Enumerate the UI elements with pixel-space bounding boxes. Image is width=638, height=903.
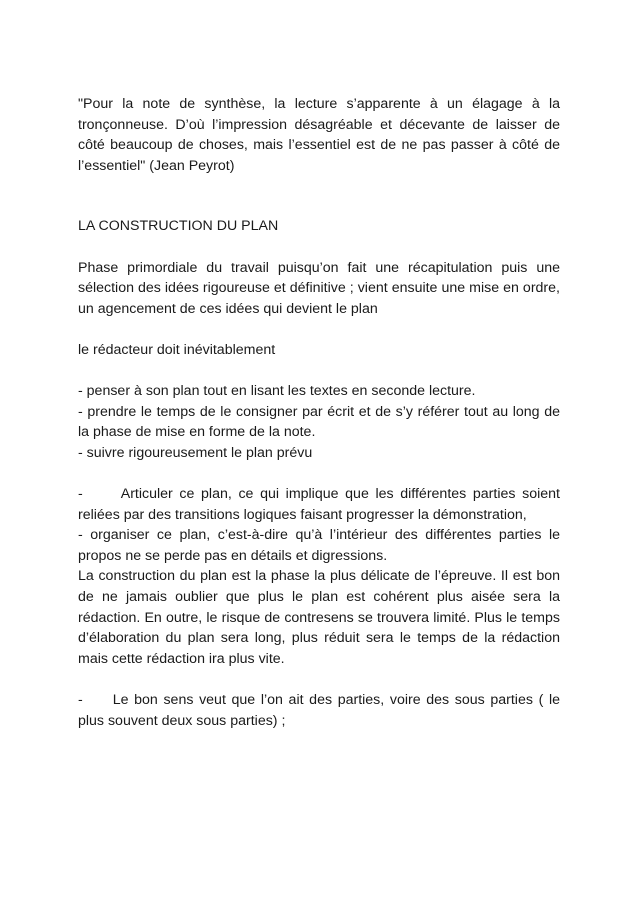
articuler-text: Articuler ce plan, ce qui implique que les différentes parties soient reliées par des transitions logiques faisant progresser la démonstration, (78, 486, 560, 523)
spacer (78, 669, 560, 690)
organiser-paragraph: - organiser ce plan, c’est-à-dire qu’à l’intérieur des différentes parties le propos ne se perde pas en détails et digressions. (78, 527, 560, 564)
lead-line: le rédacteur doit inévitablement (78, 341, 276, 358)
spacer (78, 464, 560, 485)
bullet-item: - prendre le temps de le consigner par écrit et de s’y référer tout au long de la phase de mise en forme de la note. (78, 403, 560, 441)
spacer (78, 237, 560, 258)
spacer (78, 176, 560, 216)
articuler-paragraph (78, 484, 560, 525)
spacer (78, 361, 560, 382)
intro-paragraph: Phase primordiale du travail puisqu’on fait une récapitulation puis une sélection des idées rigoureuse et définitive ; vient ensuite une mise en ordre, un agencement de ces idées qui devient le plan (78, 259, 560, 317)
spacer (78, 319, 560, 340)
document-page (78, 94, 560, 731)
bon-sens-text: Le bon sens veut que l’on ait des parties, voire des sous parties ( le plus souvent deux sous parties) ; (78, 692, 560, 729)
section-heading: LA CONSTRUCTION DU PLAN (78, 218, 279, 235)
bullet-item: - suivre rigoureusement le plan prévu (78, 444, 313, 461)
quote-paragraph: "Pour la note de synthèse, la lecture s’apparente à un élagage à la tronçonneuse. D’où l’impression désagréable et décevante de laisser de côté beaucoup de choses, mais l’essentiel est de ne pas passer à côté de l’essentiel" (Jean Peyrot) (78, 96, 560, 174)
bullet-item: - penser à son plan tout en lisant les textes en seconde lecture. (78, 383, 476, 400)
construction-paragraph: La construction du plan est la phase la plus délicate de l’épreuve. Il est bon de ne jamais oublier que plus le plan est cohérent plus aisée sera la rédaction. En outre, le risque de contresens se trouvera limité. Plus le temps d’élaboration du plan sera long, plus réduit sera le temps de la rédaction mais cette rédaction ira plus vite. (78, 568, 560, 667)
bon-sens-paragraph (78, 690, 560, 731)
list-dash: - (78, 692, 83, 709)
list-dash: - (78, 486, 83, 503)
